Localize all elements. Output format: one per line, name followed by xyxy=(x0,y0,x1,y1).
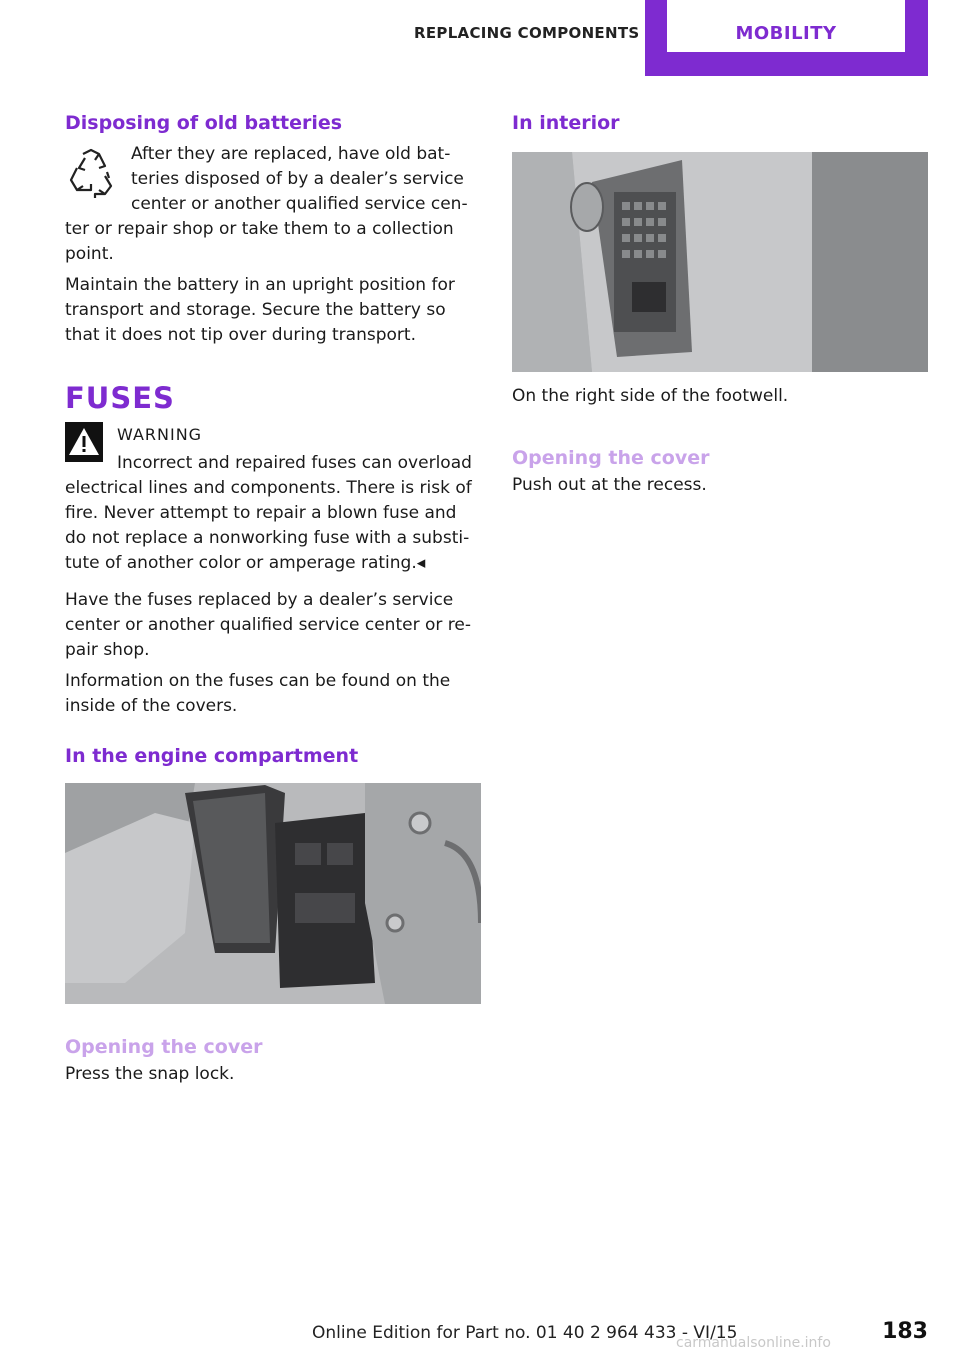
fuses-paragraph-2: Information on the fuses can be found on the inside of the covers. xyxy=(65,671,451,716)
batteries-paragraph-1: After they are replaced, have old batteries disposed of by a dealer’s service center or another qualified service center or repair shop or take them to a collection point. xyxy=(65,144,468,264)
engine-cover-heading: Opening the cover xyxy=(65,1036,263,1058)
edition-text: Online Edition for Part no. 01 40 2 964 433 - VI/15 xyxy=(312,1323,738,1343)
engine-compartment-heading: In the engine compartment xyxy=(65,745,359,767)
chapter-tab-label: MOBILITY xyxy=(667,0,905,52)
page-number: 183 xyxy=(882,1319,928,1344)
interior-footwell-photo xyxy=(512,152,928,372)
engine-cover-text: Press the snap lock. xyxy=(65,1064,235,1084)
warning-label: WARNING xyxy=(117,425,203,444)
watermark: carmanualsonline.info xyxy=(676,1335,831,1351)
interior-cover-text: Push out at the recess. xyxy=(512,475,707,495)
page-footer xyxy=(64,1319,928,1349)
batteries-heading: Disposing of old batteries xyxy=(65,112,343,134)
interior-cover-heading: Opening the cover xyxy=(512,447,710,469)
recycle-icon xyxy=(65,146,117,202)
left-column xyxy=(65,108,481,1087)
right-column xyxy=(512,108,928,498)
interior-caption: On the right side of the footwell. xyxy=(512,386,789,406)
running-header-section: REPLACING COMPONENTS xyxy=(414,24,640,42)
warning-text: Incorrect and repaired fuses can overload electrical lines and components. There is risk of fire. Never attempt to repair a blown fuse and do not replace a nonworking fuse with a substitute of another color or amperage rating.◂ xyxy=(65,453,472,573)
interior-heading: In interior xyxy=(512,112,620,134)
chapter-tab xyxy=(645,0,928,76)
fuses-paragraph-1: Have the fuses replaced by a dealer’s service center or another qualified service center or repair shop. xyxy=(65,590,471,660)
warning-triangle-icon xyxy=(65,422,103,462)
engine-compartment-photo xyxy=(65,783,481,1004)
fuses-heading: FUSES xyxy=(65,381,175,415)
batteries-paragraph-2: Maintain the battery in an upright position for transport and storage. Secure the battery so that it does not tip over during transport. xyxy=(65,275,455,345)
